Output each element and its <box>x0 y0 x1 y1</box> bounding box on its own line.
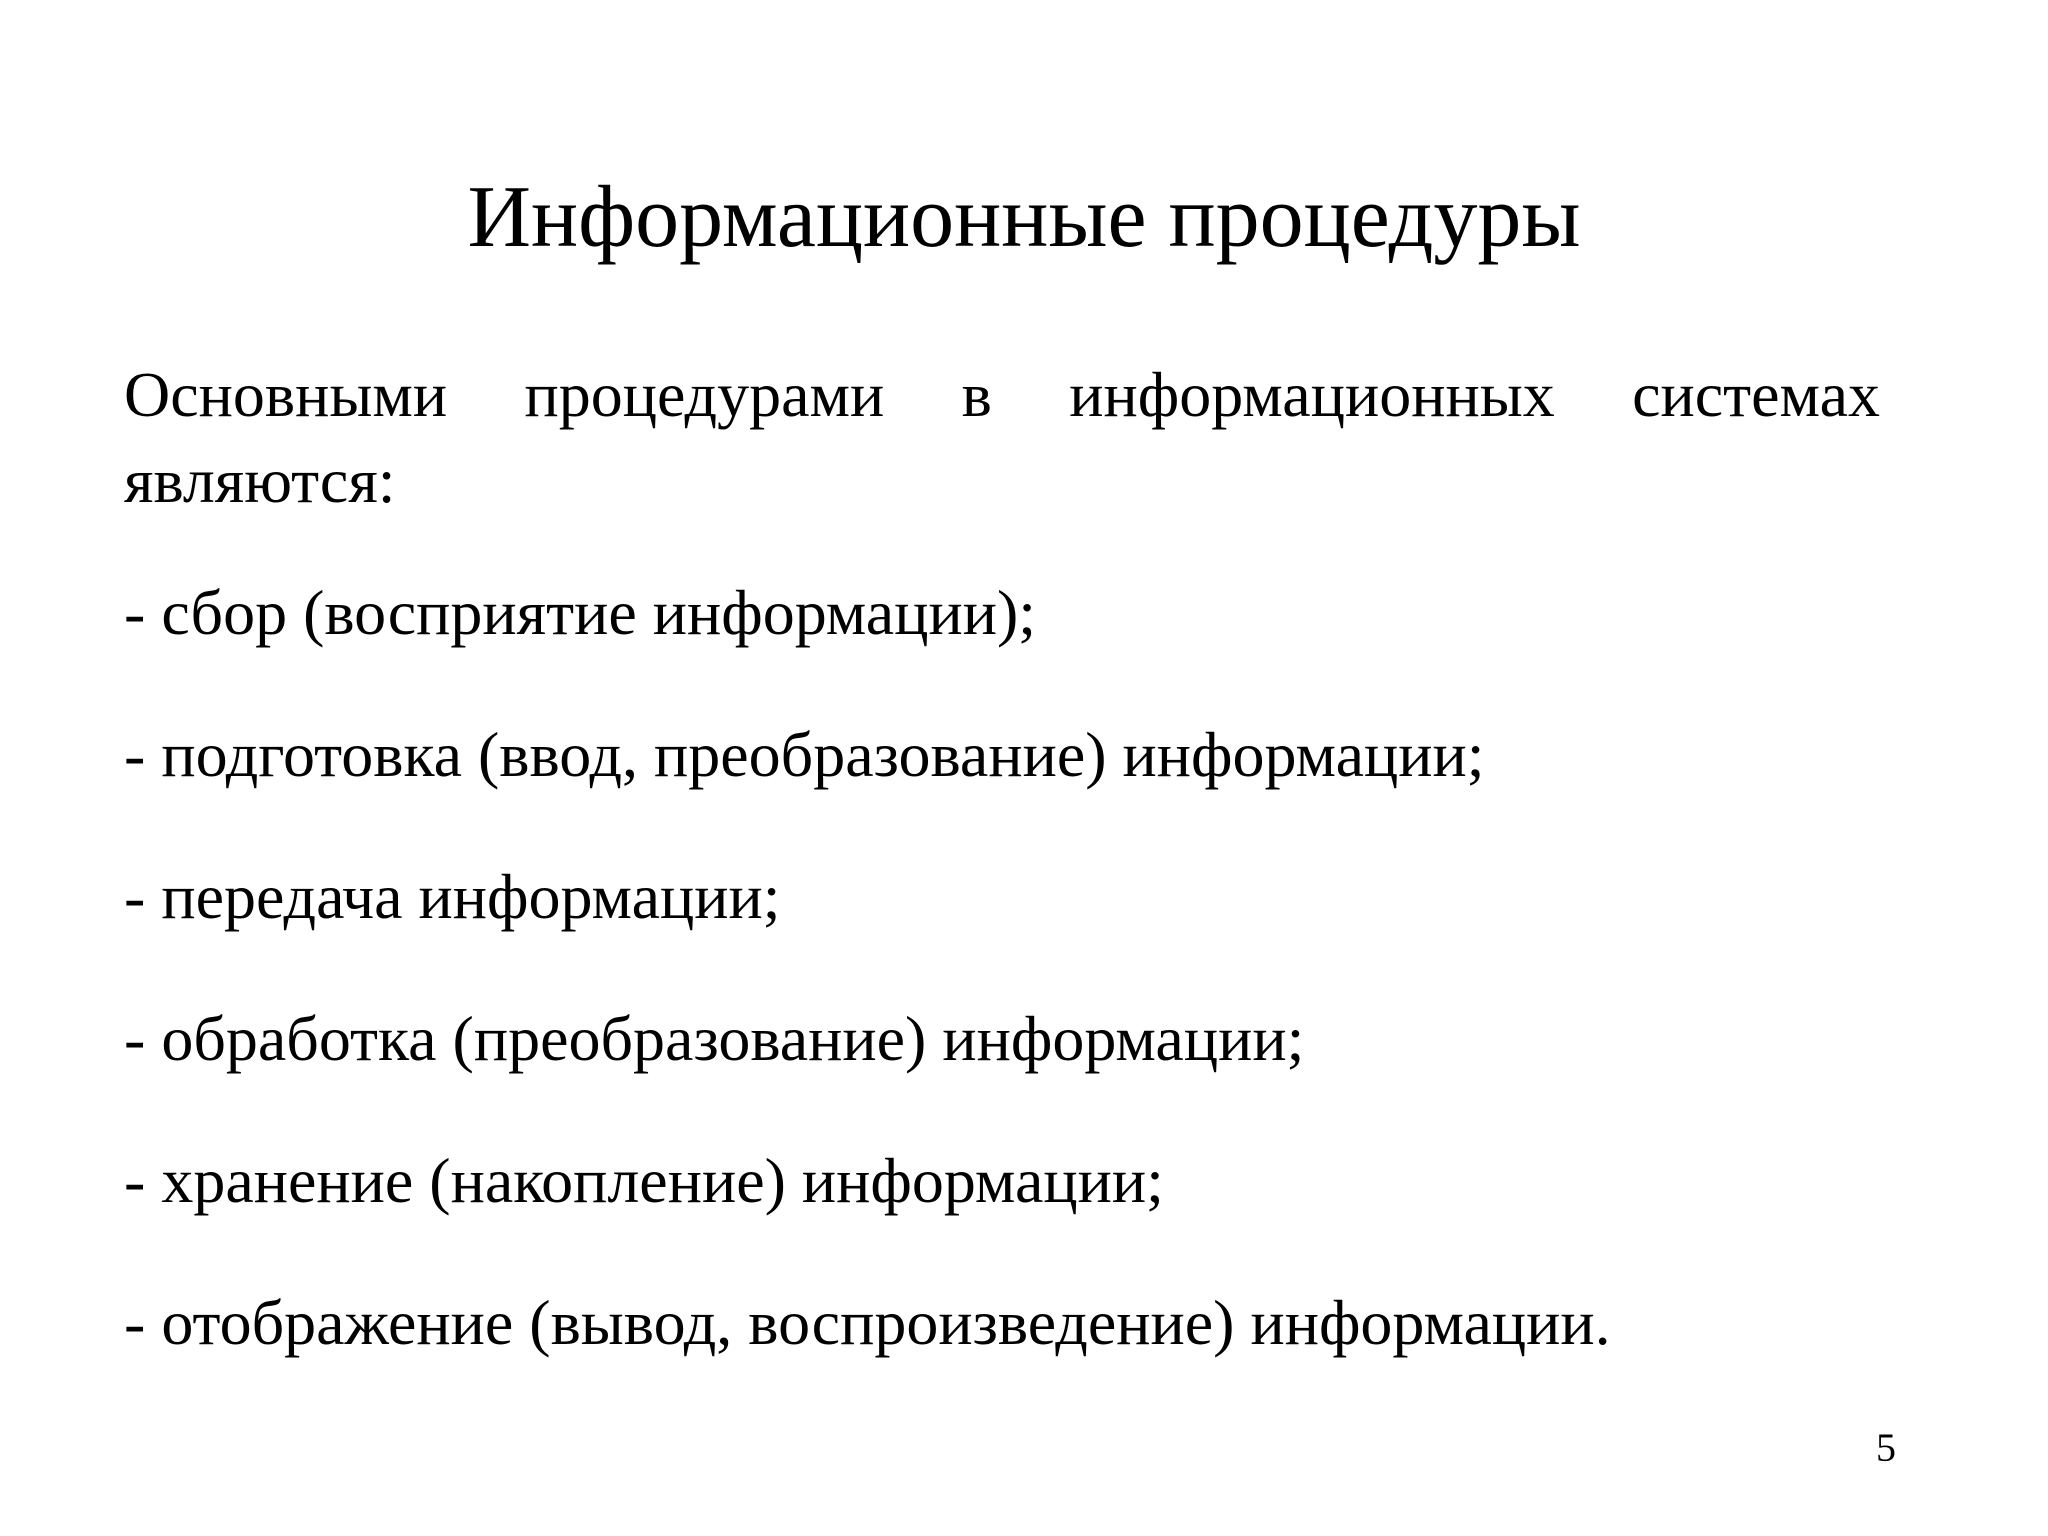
list-item: - обработка (преобразование) информации; <box>124 1003 1305 1074</box>
list-item: - хранение (накопление) информации; <box>124 1145 1164 1216</box>
procedure-list <box>124 576 1880 1360</box>
intro-paragraph: Основными процедурами в информационных системах являются: <box>124 359 1880 516</box>
list-item: - отображение (вывод, воспроизведение) информации. <box>124 1287 1611 1358</box>
page-number: 5 <box>1876 1425 1896 1470</box>
slide-body <box>124 352 1880 1428</box>
list-item: - сбор (восприятие информации); <box>124 577 1037 648</box>
list-item: - передача информации; <box>124 861 781 932</box>
slide-title: Информационные процедуры <box>467 169 1581 266</box>
list-item: - подготовка (ввод, преобразование) информации; <box>124 719 1485 790</box>
